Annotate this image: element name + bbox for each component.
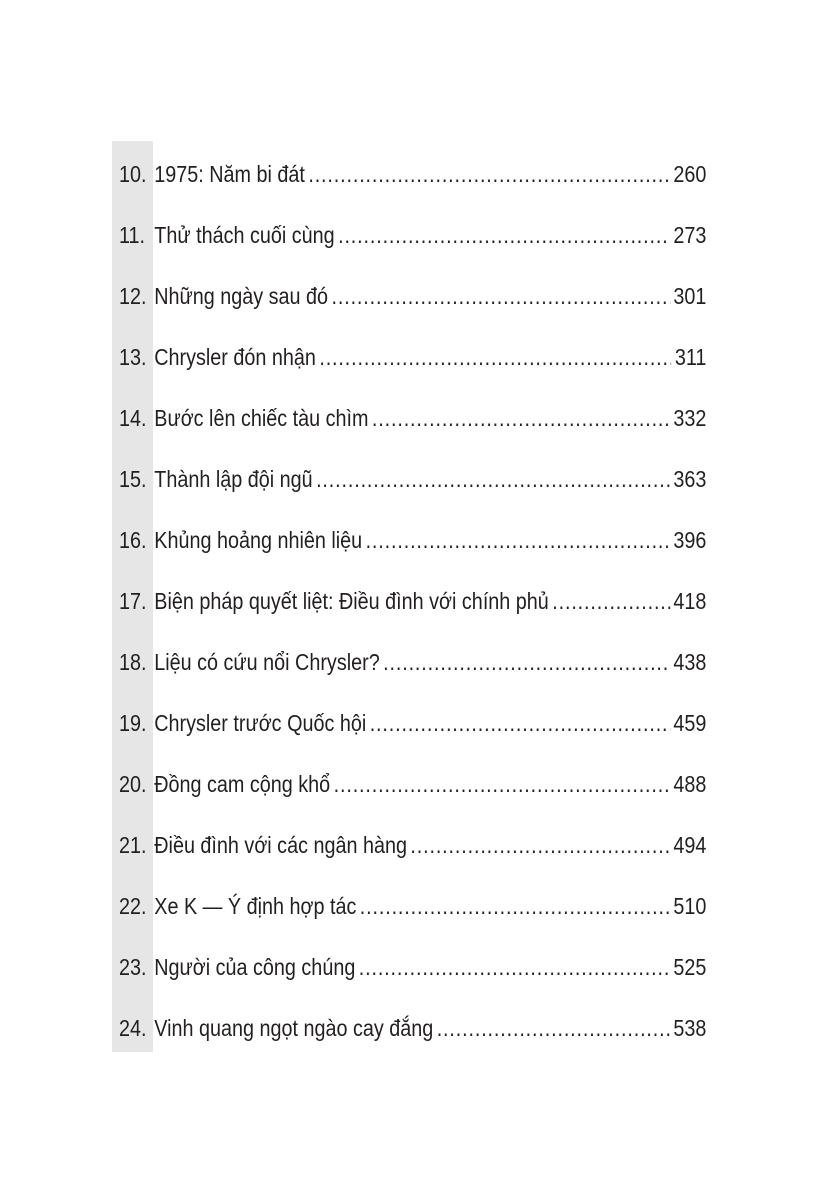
toc-entry[interactable] (119, 998, 706, 1059)
page-number: 510 (673, 893, 707, 919)
dot-leader (360, 876, 670, 937)
toc-entry[interactable] (119, 266, 706, 327)
chapter-title: Biện pháp quyết liệt: Điều đình với chính phủ (154, 588, 549, 614)
chapter-title: Xe K — Ý định hợp tác (154, 893, 357, 919)
toc-entry[interactable] (119, 388, 706, 449)
toc-entry[interactable] (119, 693, 706, 754)
chapter-number: 11. (119, 222, 146, 248)
dot-leader (359, 937, 670, 998)
chapter-title: Vinh quang ngọt ngào cay đắng (154, 1015, 434, 1041)
toc-entry[interactable] (119, 937, 706, 998)
dot-leader (319, 327, 671, 388)
chapter-title: Những ngày sau đó (154, 283, 329, 309)
chapter-title: Điều đình với các ngân hàng (154, 832, 407, 858)
dot-leader (437, 998, 670, 1059)
chapter-number: 13. (119, 344, 147, 370)
toc-entry[interactable] (119, 510, 706, 571)
chapter-title: Liệu có cứu nổi Chrysler? (154, 649, 380, 675)
page-number: 363 (673, 466, 707, 492)
chapter-number: 21. (119, 832, 147, 858)
page-number: 494 (673, 832, 707, 858)
toc-entry[interactable] (119, 632, 706, 693)
dot-leader (338, 205, 670, 266)
chapter-title: Thành lập đội ngũ (154, 466, 313, 492)
chapter-title: Người của công chúng (154, 954, 356, 980)
dot-leader (552, 571, 670, 632)
chapter-number: 20. (119, 771, 147, 797)
page-number: 260 (673, 161, 707, 187)
toc-entry[interactable] (119, 876, 706, 937)
dot-leader (316, 449, 670, 510)
dot-leader (334, 754, 670, 815)
page-number: 273 (673, 222, 707, 248)
page-number: 418 (673, 588, 707, 614)
chapter-title: Khủng hoảng nhiên liệu (154, 527, 363, 553)
dot-leader (370, 693, 670, 754)
page-number: 525 (673, 954, 707, 980)
chapter-number: 23. (119, 954, 147, 980)
chapter-number: 10. (119, 161, 147, 187)
chapter-number: 19. (119, 710, 147, 736)
chapter-title: Chrysler trước Quốc hội (154, 710, 367, 736)
table-of-contents (119, 144, 707, 1059)
toc-entry[interactable] (119, 327, 706, 388)
dot-leader (372, 388, 670, 449)
page-number: 459 (673, 710, 707, 736)
toc-entry[interactable] (119, 449, 706, 510)
dot-leader (332, 266, 670, 327)
chapter-number: 15. (119, 466, 147, 492)
dot-leader (308, 144, 670, 205)
chapter-number: 17. (119, 588, 147, 614)
toc-entry[interactable] (119, 571, 706, 632)
chapter-number: 18. (119, 649, 147, 675)
chapter-number: 14. (119, 405, 147, 431)
toc-entry[interactable] (119, 144, 706, 205)
page-number: 396 (673, 527, 707, 553)
chapter-number: 12. (119, 283, 147, 309)
chapter-title: Thử thách cuối cùng (154, 222, 335, 248)
toc-entry[interactable] (119, 754, 706, 815)
chapter-title: 1975: Năm bi đát (154, 161, 305, 187)
page-number: 332 (673, 405, 707, 431)
toc-entry[interactable] (119, 205, 706, 266)
chapter-title: Chrysler đón nhận (154, 344, 316, 370)
chapter-number: 22. (119, 893, 147, 919)
page-number: 438 (673, 649, 707, 675)
chapter-number: 16. (119, 527, 147, 553)
page-number: 488 (673, 771, 707, 797)
dot-leader (383, 632, 670, 693)
dot-leader (366, 510, 670, 571)
dot-leader (410, 815, 670, 876)
chapter-title: Đồng cam cộng khổ (154, 771, 331, 797)
chapter-number: 24. (119, 1015, 147, 1041)
page-number: 311 (674, 344, 707, 370)
chapter-title: Bước lên chiếc tàu chìm (154, 405, 369, 431)
page-number: 538 (673, 1015, 707, 1041)
toc-entry[interactable] (119, 815, 706, 876)
page-number: 301 (673, 283, 707, 309)
